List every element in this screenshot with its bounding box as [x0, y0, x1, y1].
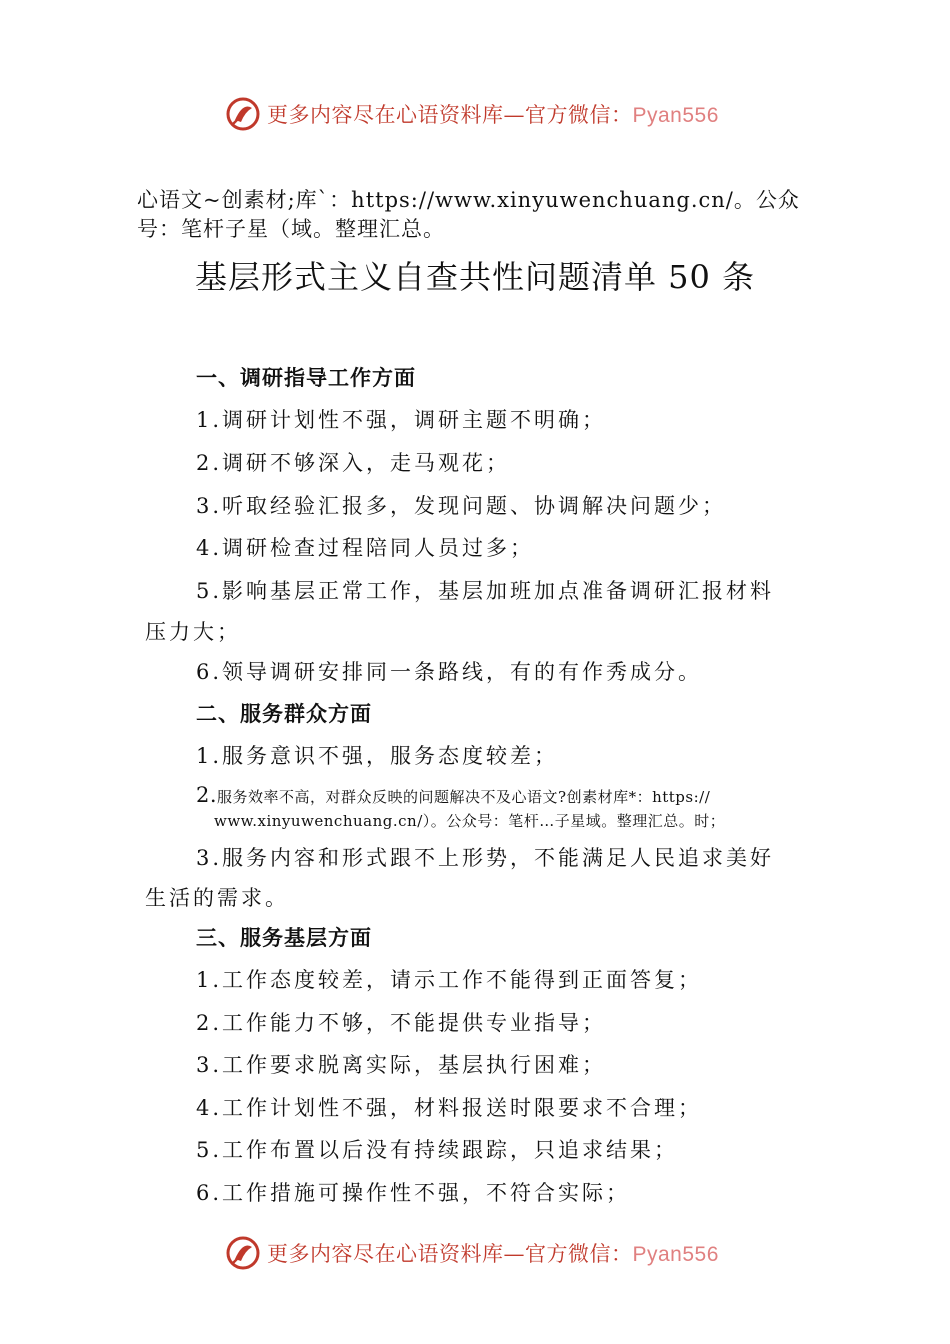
list-item: 5.影响基层正常工作，基层加班加点准备调研汇报材料 [196, 579, 775, 603]
list-item-small [196, 783, 710, 807]
list-item: 5.工作布置以后没有持续跟踪，只追求结果； [196, 1138, 679, 1162]
section-heading: 一、调研指导工作方面 [196, 366, 416, 390]
logo-icon [225, 1235, 261, 1271]
source-note: 心语文~创素材;库`：https://www.xinyuwenchuang.cn/。公众号：笔杆子星（域。整理汇总。 [137, 188, 800, 241]
header-banner [225, 94, 745, 134]
list-item: 2.工作能力不够，不能提供专业指导； [196, 1011, 607, 1035]
banner-wechat-id: Pyan556 [632, 104, 719, 127]
list-item-continued: 生活的需求。 [145, 886, 289, 910]
banner-label [267, 99, 719, 129]
list-item: 3.听取经验汇报多，发现问题、协调解决问题少； [196, 494, 727, 518]
logo-icon [225, 96, 261, 132]
list-item: 1.服务意识不强，服务态度较差； [196, 744, 559, 768]
list-item: 6.工作措施可操作性不强，不符合实际； [196, 1181, 631, 1205]
banner-text: 更多内容尽在心语资料库—官方微信： [267, 1242, 633, 1266]
list-item-text: 服务效率不高，对群众反映的问题解决不及心语文?创素材库*：https:// [217, 788, 711, 806]
section-heading: 三、服务基层方面 [196, 926, 372, 950]
banner-label [267, 1238, 719, 1268]
list-item: 3.服务内容和形式跟不上形势，不能满足人民追求美好 [196, 846, 775, 870]
list-item: 3.工作要求脱离实际，基层执行困难； [196, 1053, 607, 1077]
banner-text: 更多内容尽在心语资料库—官方微信： [267, 103, 633, 127]
footer-banner [225, 1233, 745, 1273]
list-item: 6.领导调研安排同一条路线，有的有作秀成分。 [196, 660, 703, 684]
list-item: 1.调研计划性不强，调研主题不明确； [196, 408, 607, 432]
list-item: 4.工作计划性不强，材料报送时限要求不合理； [196, 1096, 703, 1120]
section-heading: 二、服务群众方面 [196, 702, 372, 726]
list-item: 4.调研检查过程陪同人员过多； [196, 536, 535, 560]
list-item-number: 2. [196, 783, 218, 807]
list-item: 1.工作态度较差，请示工作不能得到正面答复； [196, 968, 703, 992]
list-item-continued: 压力大； [145, 620, 241, 644]
banner-wechat-id: Pyan556 [632, 1243, 719, 1266]
list-item-small-continued: www.xinyuwenchuang.cn/）。公众号：笔杆…子星域。整理汇总。时； [214, 812, 726, 830]
list-item: 2.调研不够深入，走马观花； [196, 451, 511, 475]
document-title: 基层形式主义自查共性问题清单 50 条 [194, 258, 756, 296]
